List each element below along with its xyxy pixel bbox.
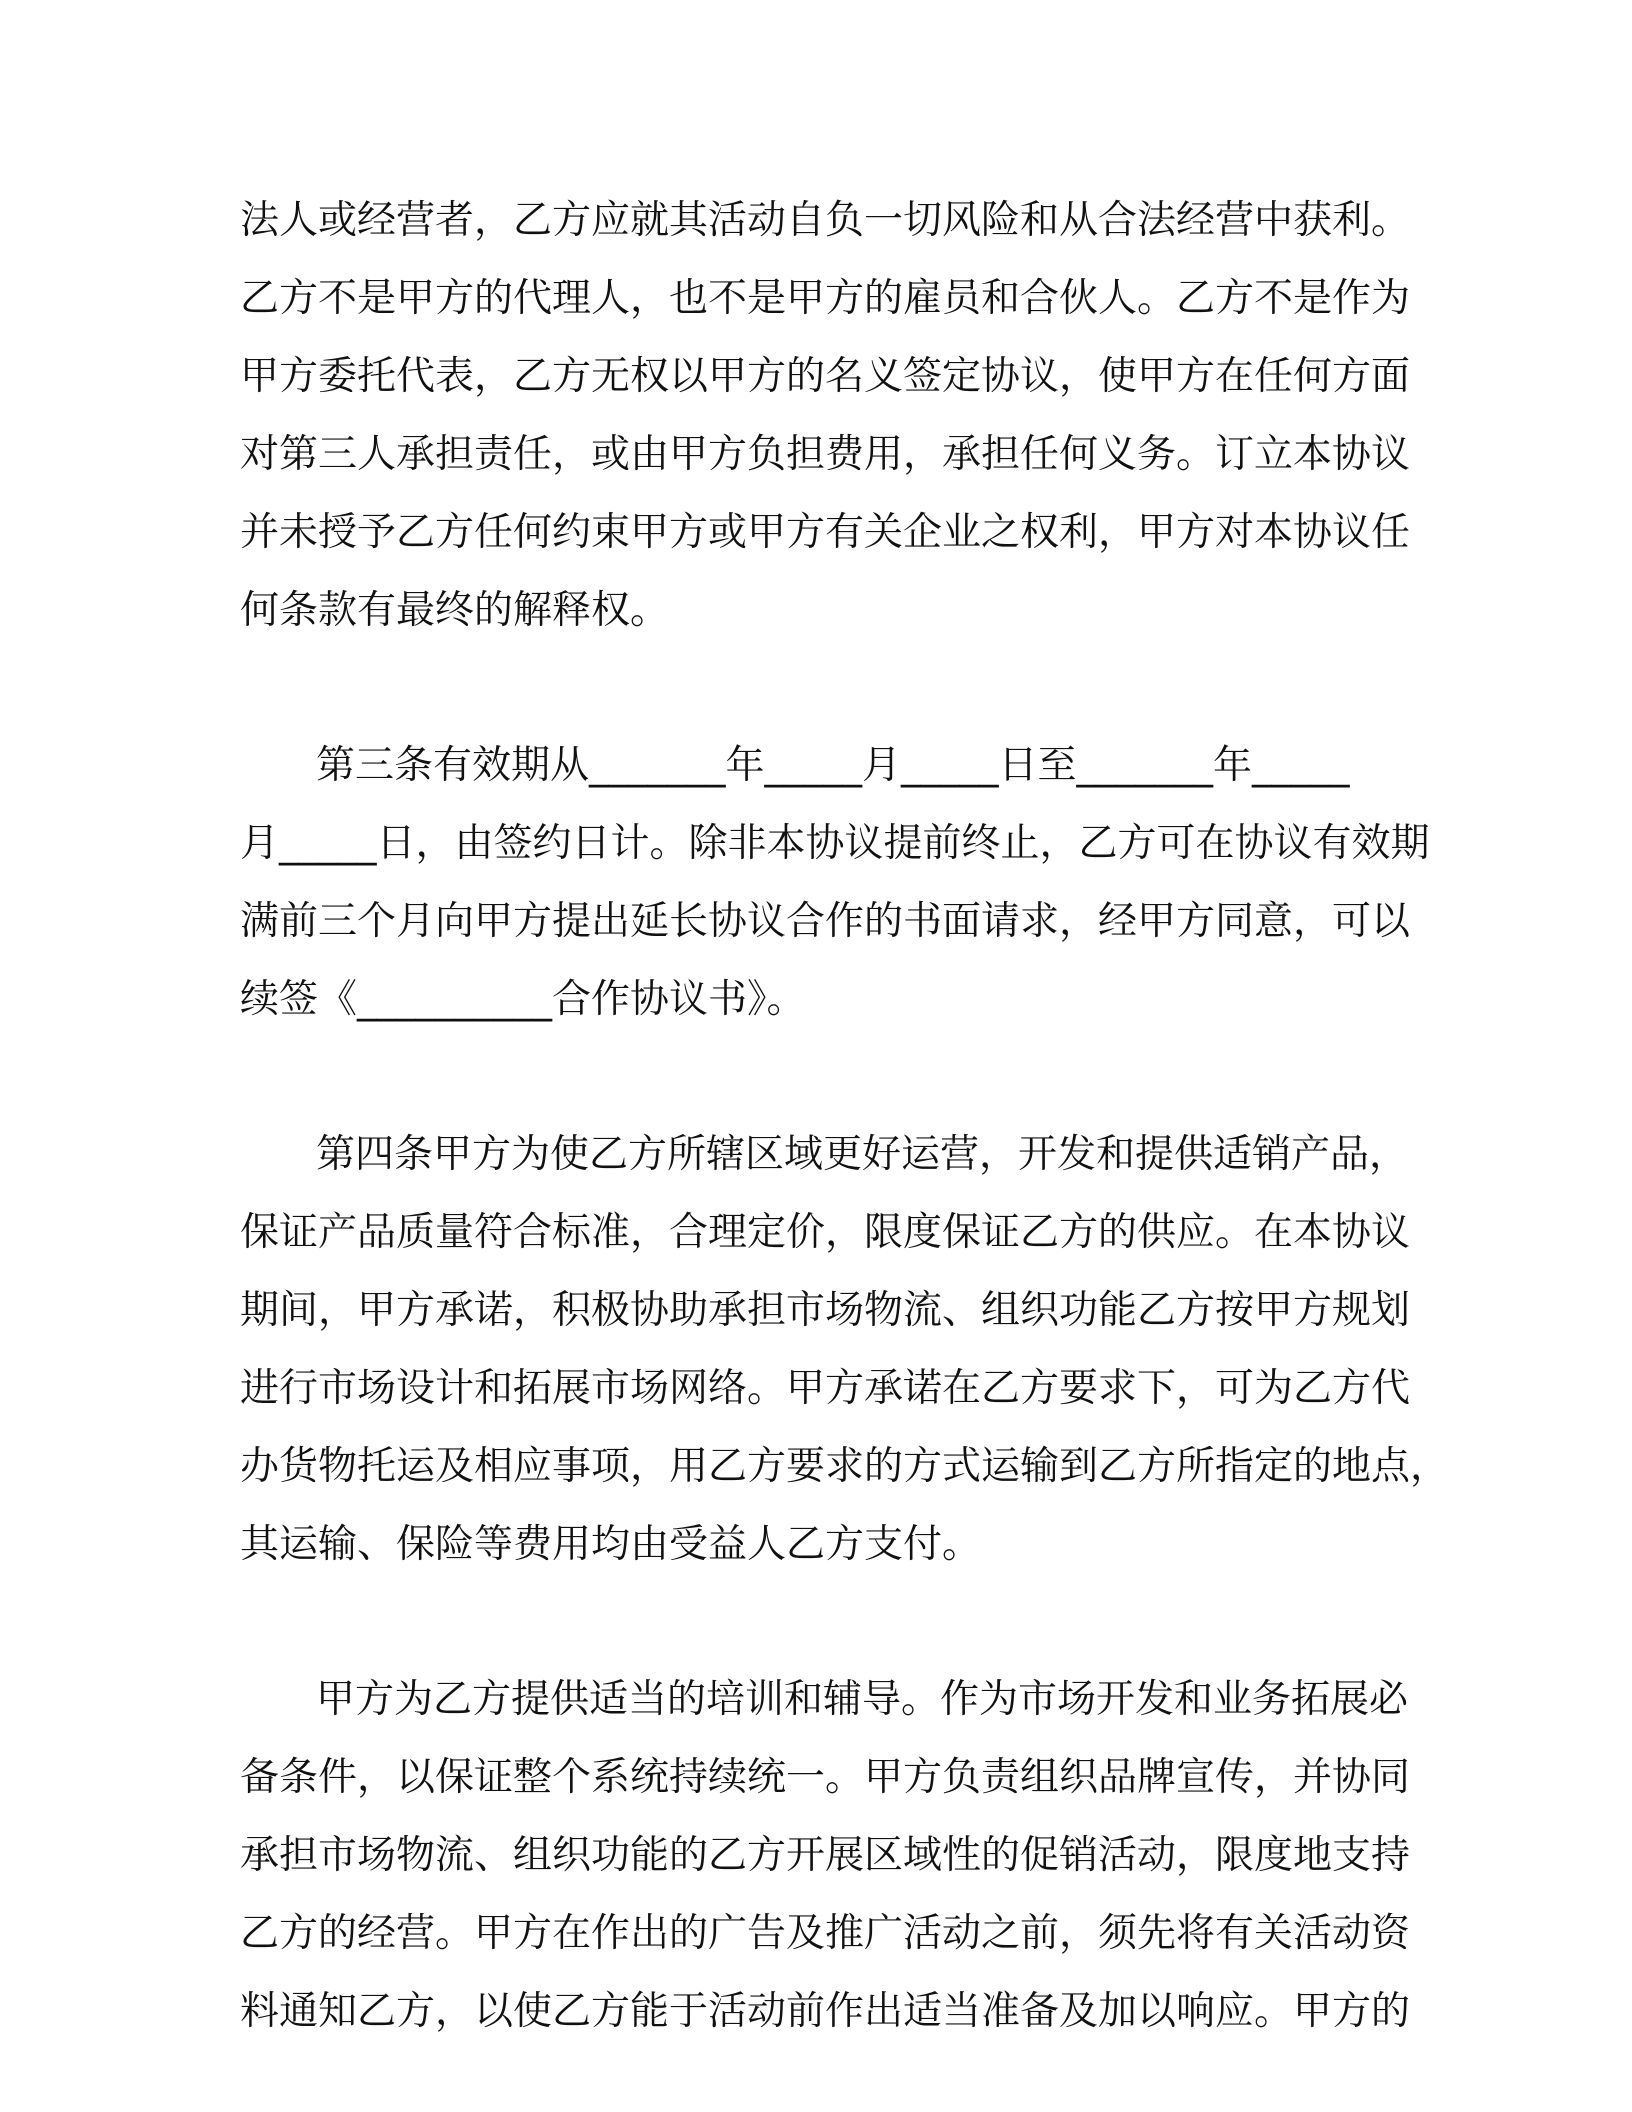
paragraph-line: 备条件，以保证整个系统持续统一。甲方负责组织品牌宣传，并协同: [240, 1755, 1411, 1800]
paragraph-1: [240, 182, 1411, 650]
paragraph-line: 甲方委托代表，乙方无权以甲方的名义签定协议，使甲方在任何方面: [240, 354, 1411, 399]
paragraph-line: 月_____日，由签约日计。除非本协议提前终止，乙方可在协议有效期: [240, 821, 1430, 866]
paragraph-training: [240, 1661, 1411, 2051]
paragraph-line: 法人或经营者，乙方应就其活动自负一切风险和从合法经营中获利。: [240, 198, 1411, 243]
paragraph-line: 乙方不是甲方的代理人，也不是甲方的雇员和合伙人。乙方不是作为: [240, 276, 1411, 321]
paragraph-line: 乙方的经营。甲方在作出的广告及推广活动之前，须先将有关活动资: [240, 1911, 1411, 1956]
paragraph-line: 第三条有效期从_______年_____月_____日至_______年_____: [316, 743, 1350, 788]
paragraph-line: 对第三人承担责任，或由甲方负担费用，承担任何义务。订立本协议: [240, 432, 1411, 477]
paragraph-line: 办货物托运及相应事项，用乙方要求的方式运输到乙方所指定的地点，: [240, 1444, 1450, 1489]
paragraph-line: 何条款有最终的解释权。: [240, 588, 670, 633]
paragraph-line: 进行市场设计和拓展市场网络。甲方承诺在乙方要求下，可为乙方代: [240, 1366, 1411, 1411]
paragraph-line: 其运输、保险等费用均由受益人乙方支付。: [240, 1522, 982, 1567]
paragraph-article-4: [240, 1116, 1450, 1584]
paragraph-line: 满前三个月向甲方提出延长协议合作的书面请求，经甲方同意，可以: [240, 899, 1411, 944]
paragraph-line: 料通知乙方，以使乙方能于活动前作出适当准备及加以响应。甲方的: [240, 1989, 1411, 2034]
paragraph-line: 续签《__________合作协议书》。: [240, 977, 806, 1022]
paragraph-line: 甲方为乙方提供适当的培训和辅导。作为市场开发和业务拓展必: [316, 1677, 1409, 1722]
paragraph-line: 保证产品质量符合标准，合理定价，限度保证乙方的供应。在本协议: [240, 1210, 1411, 1255]
paragraph-line: 第四条甲方为使乙方所辖区域更好运营，开发和提供适销产品，: [316, 1132, 1409, 1177]
paragraph-article-3: [240, 727, 1430, 1039]
paragraph-line: 期间，甲方承诺，积极协助承担市场物流、组织功能乙方按甲方规划: [240, 1288, 1411, 1333]
paragraph-line: 并未授予乙方任何约束甲方或甲方有关企业之权利，甲方对本协议任: [240, 510, 1411, 555]
document-body: [240, 182, 1450, 2051]
paragraph-line: 承担市场物流、组织功能的乙方开展区域性的促销活动，限度地支持: [240, 1833, 1411, 1878]
